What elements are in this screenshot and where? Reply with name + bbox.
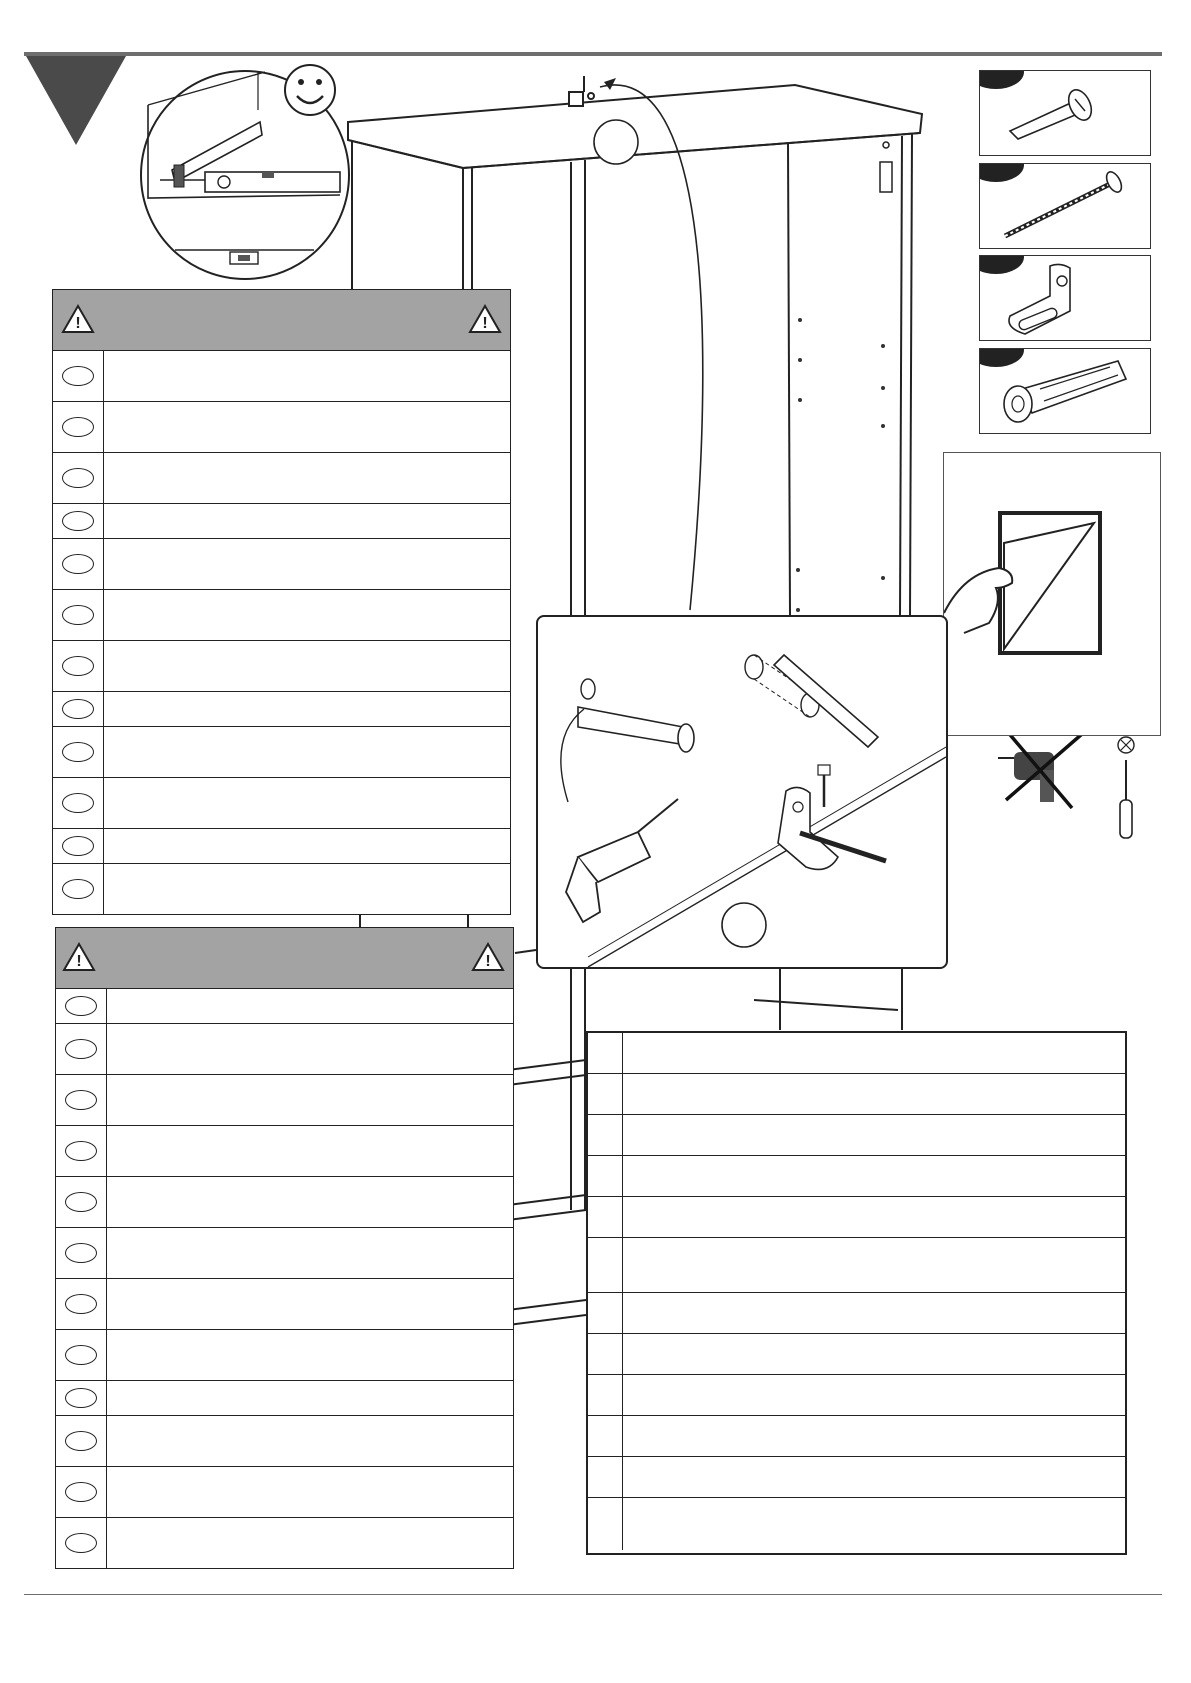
parts-row: [588, 1237, 1125, 1292]
part-description: [623, 1293, 1125, 1333]
part-description: [623, 1416, 1125, 1456]
language-cell: [53, 864, 104, 914]
warning-row: [53, 401, 510, 452]
svg-text:!: !: [485, 953, 491, 970]
language-cell: [56, 1126, 107, 1176]
svg-text:!: !: [75, 315, 81, 332]
part-number: [588, 1115, 623, 1155]
language-cell: [56, 1467, 107, 1517]
wall-fixing-inset: [536, 615, 948, 969]
warning-row: [56, 1415, 513, 1466]
language-oval: [62, 699, 94, 719]
language-cell: [53, 727, 104, 777]
warning-row: [56, 1466, 513, 1517]
warning-triangle-icon: [61, 304, 95, 334]
language-oval: [65, 1431, 97, 1451]
parts-row: [588, 1155, 1125, 1196]
language-oval: [62, 742, 94, 762]
warning-row: [56, 1176, 513, 1227]
part-number: [588, 1498, 623, 1550]
hardware-box-wall-plug: [979, 348, 1151, 434]
language-cell: [56, 1228, 107, 1278]
part-description: [623, 1457, 1125, 1497]
language-oval: [65, 1039, 97, 1059]
language-oval: [65, 1090, 97, 1110]
language-oval: [65, 1294, 97, 1314]
peel-label-icon: [944, 453, 1160, 735]
language-oval: [65, 1192, 97, 1212]
warning-text: [104, 829, 510, 863]
parts-row: [588, 1415, 1125, 1456]
part-number: [588, 1293, 623, 1333]
warning-box-2: [55, 927, 514, 1569]
warning-text: [107, 1381, 513, 1415]
warning-text: [107, 1518, 513, 1568]
parts-row: [588, 1114, 1125, 1155]
wall-fixing-detail: [538, 617, 946, 967]
warning-row: [53, 351, 510, 401]
parts-row: [588, 1033, 1125, 1073]
warning-text: [104, 351, 510, 401]
warning-text: [104, 453, 510, 503]
part-number: [588, 1334, 623, 1374]
part-description: [623, 1156, 1125, 1196]
warning-text: [104, 590, 510, 640]
language-oval: [62, 879, 94, 899]
warning-row: [56, 1278, 513, 1329]
language-oval: [62, 656, 94, 676]
warning-text: [107, 1330, 513, 1380]
warning-text: [107, 1024, 513, 1074]
warning-row: [56, 1329, 513, 1380]
warning-row: [56, 1227, 513, 1278]
language-cell: [53, 590, 104, 640]
part-description: [623, 1375, 1125, 1415]
warning-row: [53, 691, 510, 726]
language-cell: [56, 989, 107, 1023]
part-description: [623, 1498, 1125, 1550]
language-oval: [62, 417, 94, 437]
language-cell: [53, 504, 104, 538]
warning-row: [56, 1074, 513, 1125]
svg-text:!: !: [76, 953, 82, 970]
warning-row: [53, 863, 510, 914]
language-oval: [62, 468, 94, 488]
warning-text: [107, 1467, 513, 1517]
language-cell: [53, 692, 104, 726]
part-number: [588, 1197, 623, 1237]
warning-row: [53, 640, 510, 691]
crossed-power-drill-icon: [998, 730, 1082, 808]
parts-row: [588, 1333, 1125, 1374]
warning-row: [53, 828, 510, 863]
warning-row: [56, 1023, 513, 1074]
angle-bracket-icon: [778, 765, 886, 869]
part-description: [623, 1074, 1125, 1114]
hardware-box-long-screw: [979, 163, 1151, 249]
warning-row: [53, 538, 510, 589]
warning-text: [107, 1279, 513, 1329]
warning-text: [107, 1416, 513, 1466]
part-description: [623, 1334, 1125, 1374]
language-oval: [65, 1482, 97, 1502]
language-cell: [56, 1177, 107, 1227]
language-cell: [56, 1075, 107, 1125]
part-number: [588, 1238, 623, 1292]
language-cell: [56, 1330, 107, 1380]
language-oval: [65, 1533, 97, 1553]
language-cell: [53, 351, 104, 401]
warning-text: [104, 778, 510, 828]
parts-row: [588, 1073, 1125, 1114]
part-description: [623, 1197, 1125, 1237]
warning-text: [107, 1177, 513, 1227]
part-description: [623, 1238, 1125, 1292]
language-oval: [62, 511, 94, 531]
warning-triangle-icon: [62, 942, 96, 972]
warning-text: [107, 1126, 513, 1176]
part-number: [588, 1156, 623, 1196]
part-description: [623, 1115, 1125, 1155]
language-oval: [62, 793, 94, 813]
language-cell: [53, 778, 104, 828]
wall-plug-icon: [578, 707, 686, 745]
warning-text: [107, 1228, 513, 1278]
parts-row: [588, 1196, 1125, 1237]
warning-text: [104, 504, 510, 538]
warning-header: [53, 290, 510, 351]
warning-text: [104, 864, 510, 914]
warning-text: [104, 641, 510, 691]
language-cell: [56, 1416, 107, 1466]
warning-triangle-icon: [471, 942, 505, 972]
hardware-box-short-screw: [979, 70, 1151, 156]
language-cell: [56, 1518, 107, 1568]
warning-row: [53, 777, 510, 828]
warning-row: [53, 503, 510, 538]
language-oval: [62, 554, 94, 574]
parts-row: [588, 1456, 1125, 1497]
warning-text: [104, 539, 510, 589]
warning-text: [104, 727, 510, 777]
language-oval: [65, 996, 97, 1016]
warning-row: [53, 589, 510, 640]
language-oval: [62, 366, 94, 386]
peel-label-panel: [943, 452, 1161, 736]
warning-triangle-icon: [468, 304, 502, 334]
warning-text: [107, 989, 513, 1023]
parts-row: [588, 1374, 1125, 1415]
language-cell: [53, 539, 104, 589]
warning-row: [56, 989, 513, 1023]
step-badge: [26, 56, 126, 145]
drill-bit-icon: [745, 655, 878, 747]
parts-row: [588, 1497, 1125, 1550]
parts-row: [588, 1292, 1125, 1333]
warning-box-1: [52, 289, 511, 915]
warning-row: [53, 452, 510, 503]
language-cell: [53, 829, 104, 863]
warning-row: [56, 1125, 513, 1176]
language-oval: [65, 1388, 97, 1408]
part-number: [588, 1074, 623, 1114]
language-oval: [62, 836, 94, 856]
language-cell: [56, 1279, 107, 1329]
warning-text: [104, 402, 510, 452]
warning-row: [56, 1380, 513, 1415]
language-oval: [65, 1141, 97, 1161]
part-number: [588, 1375, 623, 1415]
power-drill-icon: [566, 799, 678, 922]
language-oval: [65, 1345, 97, 1365]
warning-header: [56, 928, 513, 989]
language-cell: [56, 1381, 107, 1415]
smiley-icon: [285, 65, 335, 115]
language-cell: [53, 453, 104, 503]
warning-row: [53, 726, 510, 777]
language-oval: [65, 1243, 97, 1263]
language-cell: [53, 641, 104, 691]
part-number: [588, 1416, 623, 1456]
part-number: [588, 1457, 623, 1497]
language-oval: [62, 605, 94, 625]
hardware-box-angle-bracket: [979, 255, 1151, 341]
parts-list: [586, 1031, 1127, 1555]
warning-text: [104, 692, 510, 726]
warning-row: [56, 1517, 513, 1568]
part-number: [588, 1033, 623, 1073]
svg-text:!: !: [482, 315, 488, 332]
warning-text: [107, 1075, 513, 1125]
language-cell: [53, 402, 104, 452]
language-cell: [56, 1024, 107, 1074]
part-description: [623, 1033, 1125, 1073]
screwdriver-icon: [1118, 737, 1134, 838]
